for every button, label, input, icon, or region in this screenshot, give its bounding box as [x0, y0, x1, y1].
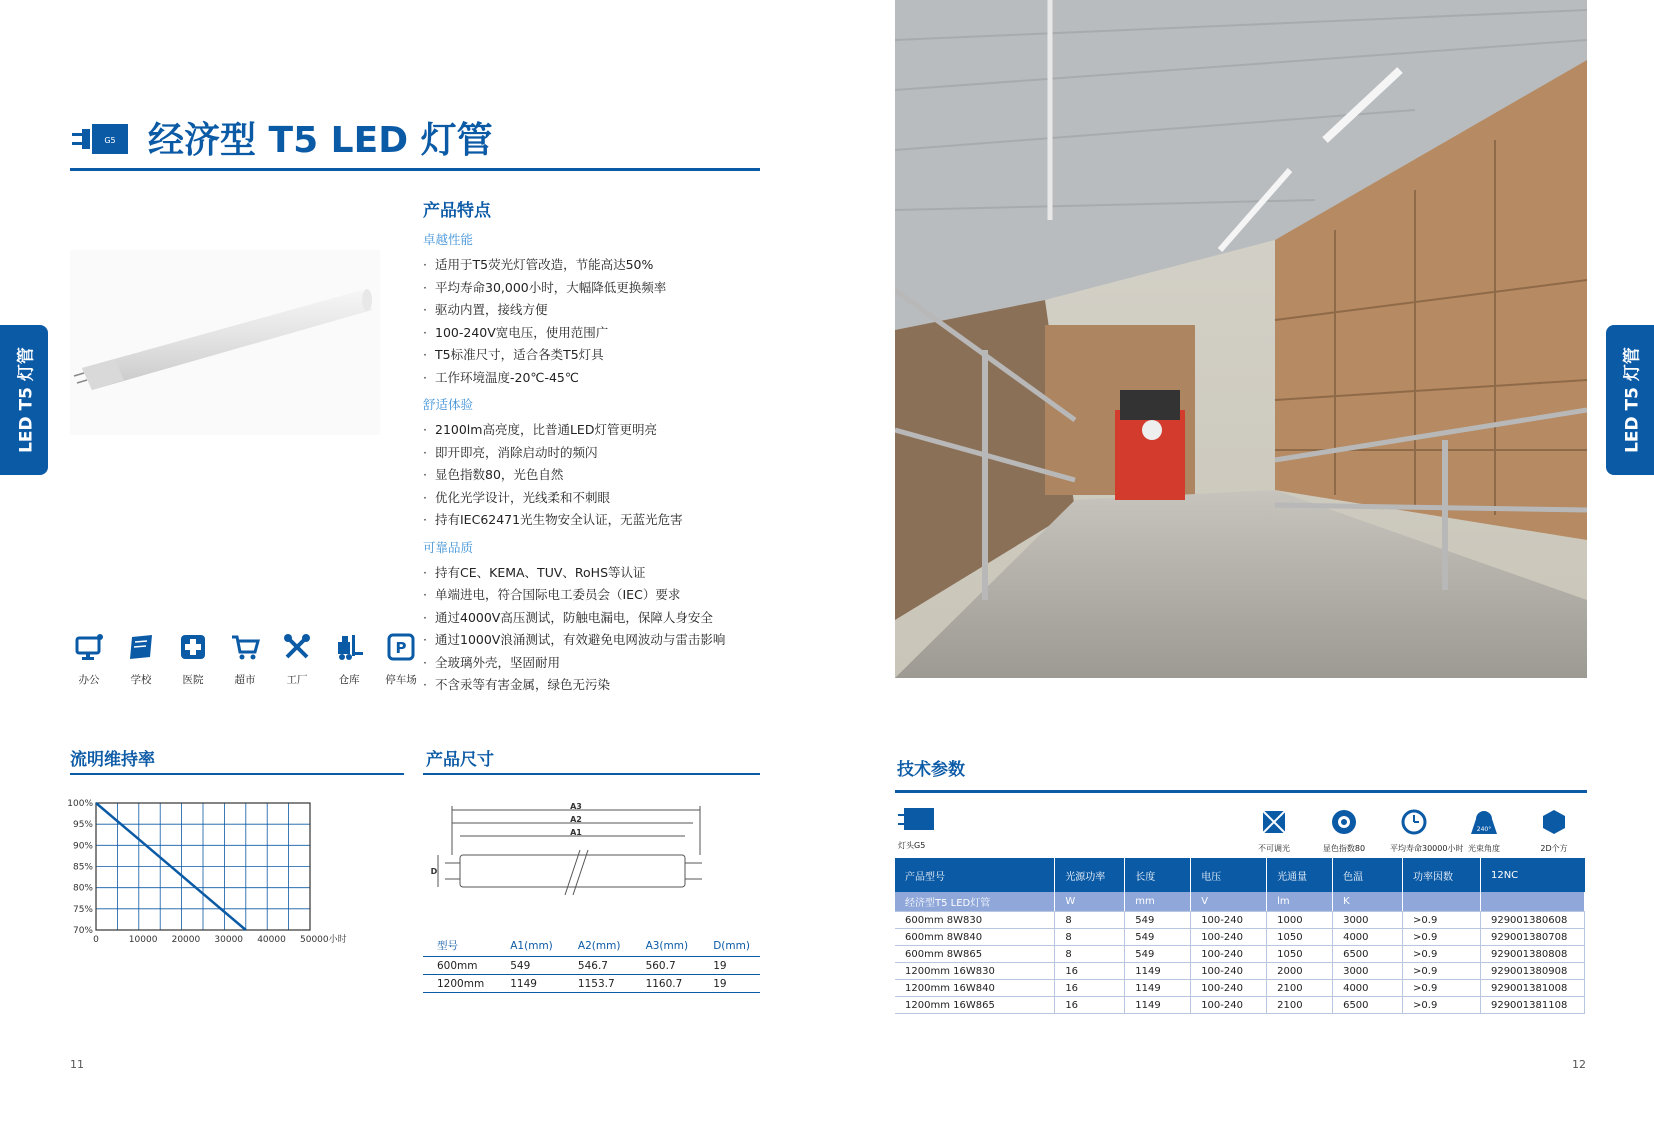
- y-tick-label: 70%: [72, 926, 93, 936]
- forklift-icon: [334, 632, 364, 662]
- spec-icon-label: 平均寿命30000小时: [1390, 844, 1464, 853]
- specs-divider: [895, 790, 1587, 793]
- unit-cell: V: [1191, 892, 1267, 912]
- unit-row: [895, 892, 1585, 912]
- table-cell: 100-240: [1191, 997, 1267, 1014]
- page-number-left: 11: [70, 1058, 84, 1071]
- table-row: [423, 957, 760, 975]
- table-row: [895, 929, 1585, 946]
- list-item: · 适用于T5荧光灯管改造，节能高达50%: [423, 254, 743, 277]
- table-cell: 8: [1055, 929, 1125, 946]
- table-cell: 549: [1125, 929, 1191, 946]
- features-heading: 产品特点: [423, 201, 491, 221]
- table-header: A3(mm): [632, 935, 700, 957]
- table-cell: 1149: [1125, 980, 1191, 997]
- side-tab-label: LED T5 灯管: [1622, 347, 1643, 453]
- table-cell: 4000: [1333, 929, 1403, 946]
- medical-cross-icon: [178, 632, 208, 662]
- x-tick-label: 0: [93, 935, 99, 945]
- spec-icon-item: [1250, 808, 1298, 854]
- table-cell: 929001381008: [1480, 980, 1584, 997]
- table-cell: 3000: [1333, 963, 1403, 980]
- y-tick-label: 80%: [72, 883, 93, 894]
- book-icon: [126, 632, 156, 662]
- unit-cell: [1480, 892, 1584, 912]
- list-item: · 即开即亮，消除启动时的频闪: [423, 442, 743, 465]
- table-header: D(mm): [699, 935, 760, 957]
- dim-label-d: D: [430, 867, 438, 876]
- y-tick-label: 75%: [72, 904, 93, 915]
- table-cell: 1149: [1125, 963, 1191, 980]
- table-header: 电压: [1191, 858, 1267, 892]
- table-cell: 1149: [1125, 997, 1191, 1014]
- unit-cell: K: [1333, 892, 1403, 912]
- table-cell: 3000: [1333, 912, 1403, 929]
- side-tab-label: LED T5 灯管: [16, 347, 37, 453]
- table-cell: >0.9: [1403, 912, 1481, 929]
- table-cell: 549: [1125, 912, 1191, 929]
- application-school: [122, 632, 160, 687]
- lumen-chart: [60, 795, 390, 945]
- application-supermarket: [226, 632, 264, 687]
- base-icon-label: 灯头G5: [898, 841, 926, 850]
- hexagon-icon: [1540, 808, 1568, 836]
- dim-label-a2: A2: [570, 815, 582, 824]
- unit-cell: lm: [1267, 892, 1333, 912]
- lamp-base-icon: [898, 808, 934, 832]
- table-cell: 19: [699, 975, 760, 993]
- spec-icon-item: [1460, 808, 1508, 854]
- table-cell: >0.9: [1403, 963, 1481, 980]
- svg-text:P: P: [395, 639, 407, 657]
- dim-label-a1: A1: [570, 828, 582, 837]
- table-cell: 1050: [1267, 929, 1333, 946]
- table-cell: 6500: [1333, 997, 1403, 1014]
- monitor-icon: [74, 632, 104, 662]
- table-cell: 1200mm 16W840: [895, 980, 1055, 997]
- dimension-drawing: [430, 800, 730, 900]
- list-item: · 平均寿命30,000小时，大幅降低更换频率: [423, 277, 743, 300]
- table-row: [895, 912, 1585, 929]
- x-tick-label: 50000小时: [300, 935, 347, 945]
- table-row: [895, 946, 1585, 963]
- g5-label: G5: [104, 136, 116, 145]
- list-item: · 不含汞等有害金属，绿色无污染: [423, 674, 743, 697]
- spec-icon-label: 显色指数80: [1322, 844, 1366, 853]
- g5-base-icon: [72, 124, 128, 154]
- list-item: · 通过4000V高压测试，防触电漏电，保障人身安全: [423, 607, 743, 630]
- application-label: 工厂: [286, 674, 308, 686]
- shopping-cart-icon: [230, 632, 260, 662]
- table-cell: >0.9: [1403, 997, 1481, 1014]
- table-header-row: [423, 935, 760, 957]
- x-tick-label: 40000: [257, 935, 286, 945]
- table-cell: 929001380708: [1480, 929, 1584, 946]
- y-tick-label: 90%: [72, 841, 93, 852]
- application-factory: [278, 632, 316, 687]
- table-cell: 6500: [1333, 946, 1403, 963]
- beam-angle-value: 240°: [1476, 826, 1492, 833]
- table-cell: 1000: [1267, 912, 1333, 929]
- table-header: A1(mm): [496, 935, 564, 957]
- specs-table: [895, 858, 1585, 1014]
- page-title: 经济型 T5 LED 灯管: [148, 120, 493, 161]
- features-section: [423, 230, 743, 697]
- table-cell: 1050: [1267, 946, 1333, 963]
- table-row: [895, 980, 1585, 997]
- table-cell: >0.9: [1403, 980, 1481, 997]
- feature-group-title: 卓越性能: [423, 232, 474, 247]
- list-item: · 工作环境温度-20℃-45℃: [423, 367, 743, 390]
- unit-cell: W: [1055, 892, 1125, 912]
- list-item: · 驱动内置，接线方便: [423, 299, 743, 322]
- table-cell: 8: [1055, 912, 1125, 929]
- table-header: 功率因数: [1403, 858, 1481, 892]
- feature-list: [423, 562, 743, 697]
- feature-list: [423, 254, 743, 389]
- table-cell: 560.7: [632, 957, 700, 975]
- table-cell: 929001380808: [1480, 946, 1584, 963]
- title-divider: [70, 168, 760, 171]
- table-cell: 2100: [1267, 997, 1333, 1014]
- table-cell: 2000: [1267, 963, 1333, 980]
- table-cell: 549: [1125, 946, 1191, 963]
- page-number-right: 12: [1572, 1058, 1586, 1071]
- dim-label-a3: A3: [570, 802, 582, 811]
- tools-icon: [282, 632, 312, 662]
- product-image: [70, 250, 380, 435]
- spec-icons: [1250, 808, 1578, 854]
- table-cell: 100-240: [1191, 912, 1267, 929]
- spec-icon-label: 2D个方: [1540, 844, 1568, 853]
- application-icons: [70, 632, 426, 687]
- application-office: [70, 632, 108, 687]
- dimensions-table: [423, 935, 760, 993]
- specs-heading: 技术参数: [897, 760, 965, 780]
- table-header: 长度: [1125, 858, 1191, 892]
- lumen-divider: [70, 773, 404, 775]
- table-cell: 1160.7: [632, 975, 700, 993]
- application-label: 停车场: [385, 674, 417, 686]
- table-cell: 600mm 8W840: [895, 929, 1055, 946]
- table-cell: 100-240: [1191, 980, 1267, 997]
- clock-icon: [1400, 808, 1428, 836]
- warehouse-photo: [895, 0, 1587, 678]
- feature-group-title: 可靠品质: [423, 539, 474, 555]
- table-cell: 8: [1055, 946, 1125, 963]
- table-cell: 1200mm: [423, 975, 496, 993]
- x-tick-label: 30000: [214, 935, 244, 945]
- dimensions-heading: 产品尺寸: [426, 750, 494, 770]
- side-tab-left: [0, 325, 48, 475]
- table-cell: 929001380608: [1480, 912, 1584, 929]
- y-tick-label: 95%: [72, 820, 93, 831]
- table-header: 光源功率: [1055, 858, 1125, 892]
- application-label: 超市: [234, 674, 256, 686]
- unit-cell: 经济型T5 LED灯管: [895, 892, 1055, 912]
- x-tick-label: 20000: [171, 935, 201, 945]
- application-hospital: [174, 632, 212, 687]
- table-cell: 16: [1055, 980, 1125, 997]
- table-cell: 1200mm 16W830: [895, 963, 1055, 980]
- application-label: 办公: [78, 674, 100, 686]
- list-item: · 全玻璃外壳，坚固耐用: [423, 652, 743, 675]
- table-row: [895, 963, 1585, 980]
- table-cell: 1149: [496, 975, 564, 993]
- list-item: · T5标准尺寸，适合各类T5灯具: [423, 344, 743, 367]
- table-cell: 600mm 8W830: [895, 912, 1055, 929]
- table-cell: 19: [699, 957, 760, 975]
- application-label: 仓库: [338, 674, 360, 686]
- table-row: [895, 997, 1585, 1014]
- spec-icon-item: [1320, 808, 1368, 854]
- spec-icon-label: 不可调光: [1258, 844, 1290, 853]
- list-item: · 持有CE、KEMA、TUV、RoHS等认证: [423, 562, 743, 585]
- non-dimmable-icon: [1260, 808, 1288, 836]
- table-cell: 600mm 8W865: [895, 946, 1055, 963]
- application-label: 学校: [130, 674, 152, 686]
- side-tab-right: [1606, 325, 1654, 475]
- list-item: · 单端进电，符合国际电工委员会（IEC）要求: [423, 584, 743, 607]
- table-cell: 546.7: [564, 957, 632, 975]
- table-cell: 16: [1055, 963, 1125, 980]
- list-item: · 优化光学设计，光线柔和不刺眼: [423, 487, 743, 510]
- table-header: A2(mm): [564, 935, 632, 957]
- table-cell: 4000: [1333, 980, 1403, 997]
- unit-cell: [1403, 892, 1481, 912]
- table-cell: 16: [1055, 997, 1125, 1014]
- application-parking: [382, 632, 420, 687]
- table-cell: 549: [496, 957, 564, 975]
- feature-group-title: 舒适体验: [423, 397, 474, 412]
- table-header: 型号: [423, 935, 496, 957]
- table-header: 色温: [1333, 858, 1403, 892]
- table-row: [423, 975, 760, 993]
- table-cell: 600mm: [423, 957, 496, 975]
- table-cell: 929001380908: [1480, 963, 1584, 980]
- y-tick-label: 85%: [72, 862, 93, 873]
- beam-angle-icon: [1470, 808, 1498, 836]
- unit-cell: mm: [1125, 892, 1191, 912]
- application-label: 医院: [182, 674, 204, 686]
- table-cell: 1200mm 16W865: [895, 997, 1055, 1014]
- color-rendering-icon: [1330, 808, 1358, 836]
- table-header: 光通量: [1267, 858, 1333, 892]
- table-cell: >0.9: [1403, 929, 1481, 946]
- table-cell: 100-240: [1191, 963, 1267, 980]
- spec-icon-item: [1530, 808, 1578, 854]
- y-tick-label: 100%: [67, 799, 93, 809]
- dimensions-divider: [423, 773, 760, 775]
- table-cell: 929001381108: [1480, 997, 1584, 1014]
- table-cell: 2100: [1267, 980, 1333, 997]
- list-item: · 持有IEC62471光生物安全认证，无蓝光危害: [423, 509, 743, 532]
- list-item: · 通过1000V浪涌测试，有效避免电网波动与雷击影响: [423, 629, 743, 652]
- table-cell: 100-240: [1191, 946, 1267, 963]
- list-item: · 显色指数80，光色自然: [423, 464, 743, 487]
- spec-icon-item: [1390, 808, 1464, 854]
- list-item: · 100-240V宽电压，使用范围广: [423, 322, 743, 345]
- parking-icon: [386, 632, 416, 662]
- feature-list: [423, 419, 743, 532]
- base-icon-group: [898, 808, 934, 851]
- table-cell: 100-240: [1191, 929, 1267, 946]
- table-header-row: [895, 858, 1585, 892]
- table-header: 12NC: [1480, 858, 1584, 892]
- x-tick-label: 10000: [128, 935, 158, 945]
- application-warehouse: [330, 632, 368, 687]
- list-item: · 2100lm高亮度，比普通LED灯管更明亮: [423, 419, 743, 442]
- table-cell: 1153.7: [564, 975, 632, 993]
- table-header: 产品型号: [895, 858, 1055, 892]
- table-cell: >0.9: [1403, 946, 1481, 963]
- spec-icon-label: 光束角度: [1468, 844, 1500, 853]
- lumen-heading: 流明维持率: [70, 750, 155, 770]
